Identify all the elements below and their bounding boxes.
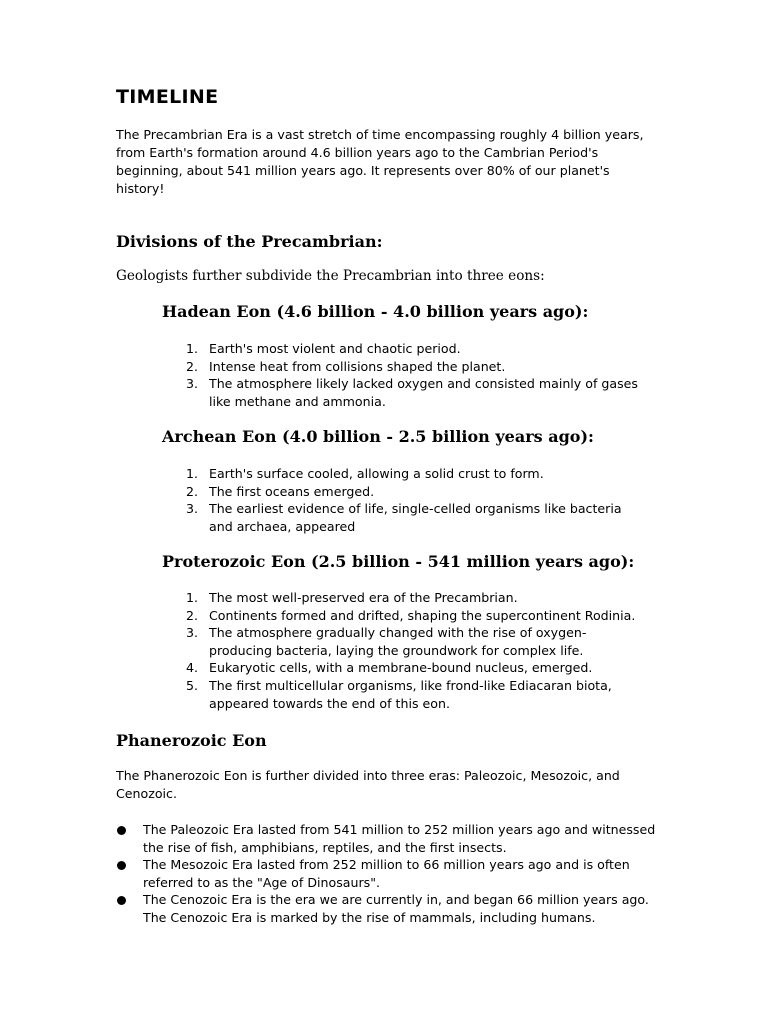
list-item: The Paleozoic Era lasted from 541 million to 252 million years ago and witnessed the rise of fish, amphibians, reptiles, and the first insects. (0, 821, 658, 856)
list-item: 1. Earth's surface cooled, allowing a solid crust to form. (186, 466, 544, 481)
bullet-icon (117, 861, 126, 870)
list-item: 3. The atmosphere likely lacked oxygen and consisted mainly of gases like methane and ammonia. (186, 376, 638, 409)
proterozoic-heading: Proterozoic Eon (2.5 billion - 541 million years ago): (162, 552, 635, 571)
bullet-icon (117, 826, 126, 835)
bullet-icon (117, 896, 126, 905)
list-item: 2. Intense heat from collisions shaped the planet. (186, 358, 506, 374)
hadean-heading: Hadean Eon (4.6 billion - 4.0 billion years ago): (162, 302, 589, 321)
phanerozoic-heading: Phanerozoic Eon (116, 731, 267, 750)
list-item: 5. The first multicellular organisms, like frond-like Ediacaran biota, appeared towards the end of this eon. (186, 677, 612, 711)
list-item: 1. Earth's most violent and chaotic period. (186, 341, 461, 356)
list-item: The Mesozoic Era lasted from 252 million to 66 million years ago and is often referred to as the "Age of Dinosaurs". (0, 856, 658, 891)
list-item: 2. The first oceans emerged. (186, 483, 375, 499)
archean-heading: Archean Eon (4.0 billion - 2.5 billion years ago): (162, 427, 594, 446)
list-item: 3. The earliest evidence of life, single-celled organisms like bacteria and archaea, appeared (186, 501, 622, 534)
phanerozoic-bullets (0, 821, 658, 927)
proterozoic-list (0, 589, 649, 712)
list-item: 2. Continents formed and drifted, shaping the supercontinent Rodinia. (186, 607, 636, 623)
intro-paragraph: The Precambrian Era is a vast stretch of time encompassing roughly 4 billion years, from Earth's formation around 4.6 billion years ago to the Cambrian Period's beginning, about 541 million years ago. It represents over 80% of our planet's history! (116, 127, 644, 196)
divisions-heading: Divisions of the Precambrian: (116, 232, 383, 251)
divisions-text: Geologists further subdivide the Precambrian into three eons: (116, 268, 545, 284)
list-item: The Cenozoic Era is the era we are currently in, and began 66 million years ago. The Cenozoic Era is marked by the rise of mammals, including humans. (0, 891, 658, 926)
list-item: 3. The atmosphere gradually changed with the rise of oxygen-producing bacteria, laying the groundwork for complex life. (186, 625, 587, 658)
phanerozoic-paragraph: The Phanerozoic Eon is further divided into three eras: Paleozoic, Mesozoic, and Cenozoic. (116, 768, 620, 801)
page-title: TIMELINE (116, 86, 219, 108)
hadean-list (0, 340, 649, 410)
list-item: 4. Eukaryotic cells, with a membrane-bound nucleus, emerged. (186, 660, 593, 676)
list-item: 1. The most well-preserved era of the Precambrian. (186, 590, 518, 605)
archean-list (0, 465, 649, 535)
